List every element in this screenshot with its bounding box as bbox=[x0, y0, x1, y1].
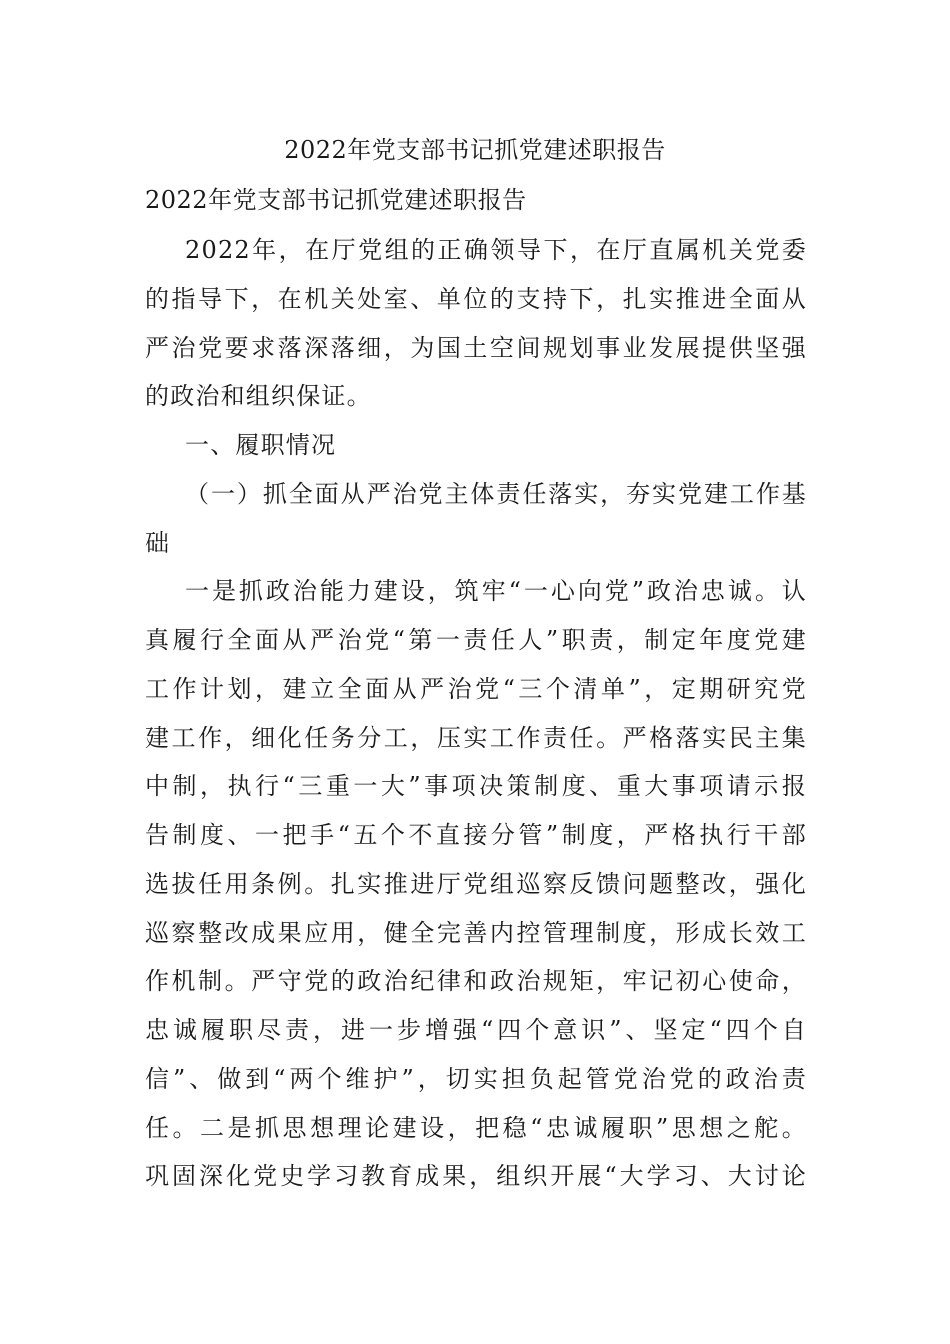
text-line: 的指导下，在机关处室、单位的支持下，扎实推进全面从 bbox=[145, 284, 807, 313]
text-line: 忠诚履职尽责，进一步增强“四个意识”、坚定“四个自 bbox=[145, 1016, 807, 1044]
text-line: 建工作，细化任务分工，压实工作责任。严格落实民主集 bbox=[145, 723, 807, 752]
text-line: 告制度、一把手“五个不直接分管”制度，严格执行干部 bbox=[145, 821, 807, 849]
text-line: 2022年，在厅党组的正确领导下，在厅直属机关党委 bbox=[185, 236, 807, 264]
document-body bbox=[145, 230, 807, 1205]
text-line: 严治党要求落深落细，为国土空间规划事业发展提供坚强 bbox=[145, 333, 807, 362]
text-line: 中制，执行“三重一大”事项决策制度、重大事项请示报 bbox=[145, 772, 807, 801]
document-subtitle: 2022年党支部书记抓党建述职报告 bbox=[145, 186, 527, 214]
section-heading: 一、履职情况 bbox=[185, 431, 337, 459]
subsection-heading: （一）抓全面从严治党主体责任落实，夯实党建工作基 bbox=[185, 479, 807, 508]
document-title: 2022年党支部书记抓党建述职报告 bbox=[284, 136, 666, 164]
text-line: 巩固深化党史学习教育成果，组织开展“大学习、大讨论 bbox=[145, 1162, 807, 1191]
text-line: 工作计划，建立全面从严治党“三个清单”，定期研究党 bbox=[145, 674, 807, 703]
text-line: 一是抓政治能力建设，筑牢“一心向党”政治忠诚。认 bbox=[185, 577, 807, 606]
text-line: 础 bbox=[145, 528, 171, 557]
text-line: 信”、做到“两个维护”，切实担负起管党治党的政治责 bbox=[145, 1064, 807, 1093]
text-line: 真履行全面从严治党“第一责任人”职责，制定年度党建 bbox=[145, 626, 807, 654]
text-line: 的政治和组织保证。 bbox=[145, 382, 372, 411]
text-line: 作机制。严守党的政治纪律和政治规矩，牢记初心使命， bbox=[145, 967, 807, 996]
text-line: 巡察整改成果应用，健全完善内控管理制度，形成长效工 bbox=[145, 918, 807, 947]
text-line: 任。二是抓思想理论建设，把稳“忠诚履职”思想之舵。 bbox=[145, 1113, 807, 1142]
text-line: 选拔任用条例。扎实推进厅党组巡察反馈问题整改，强化 bbox=[145, 869, 807, 898]
